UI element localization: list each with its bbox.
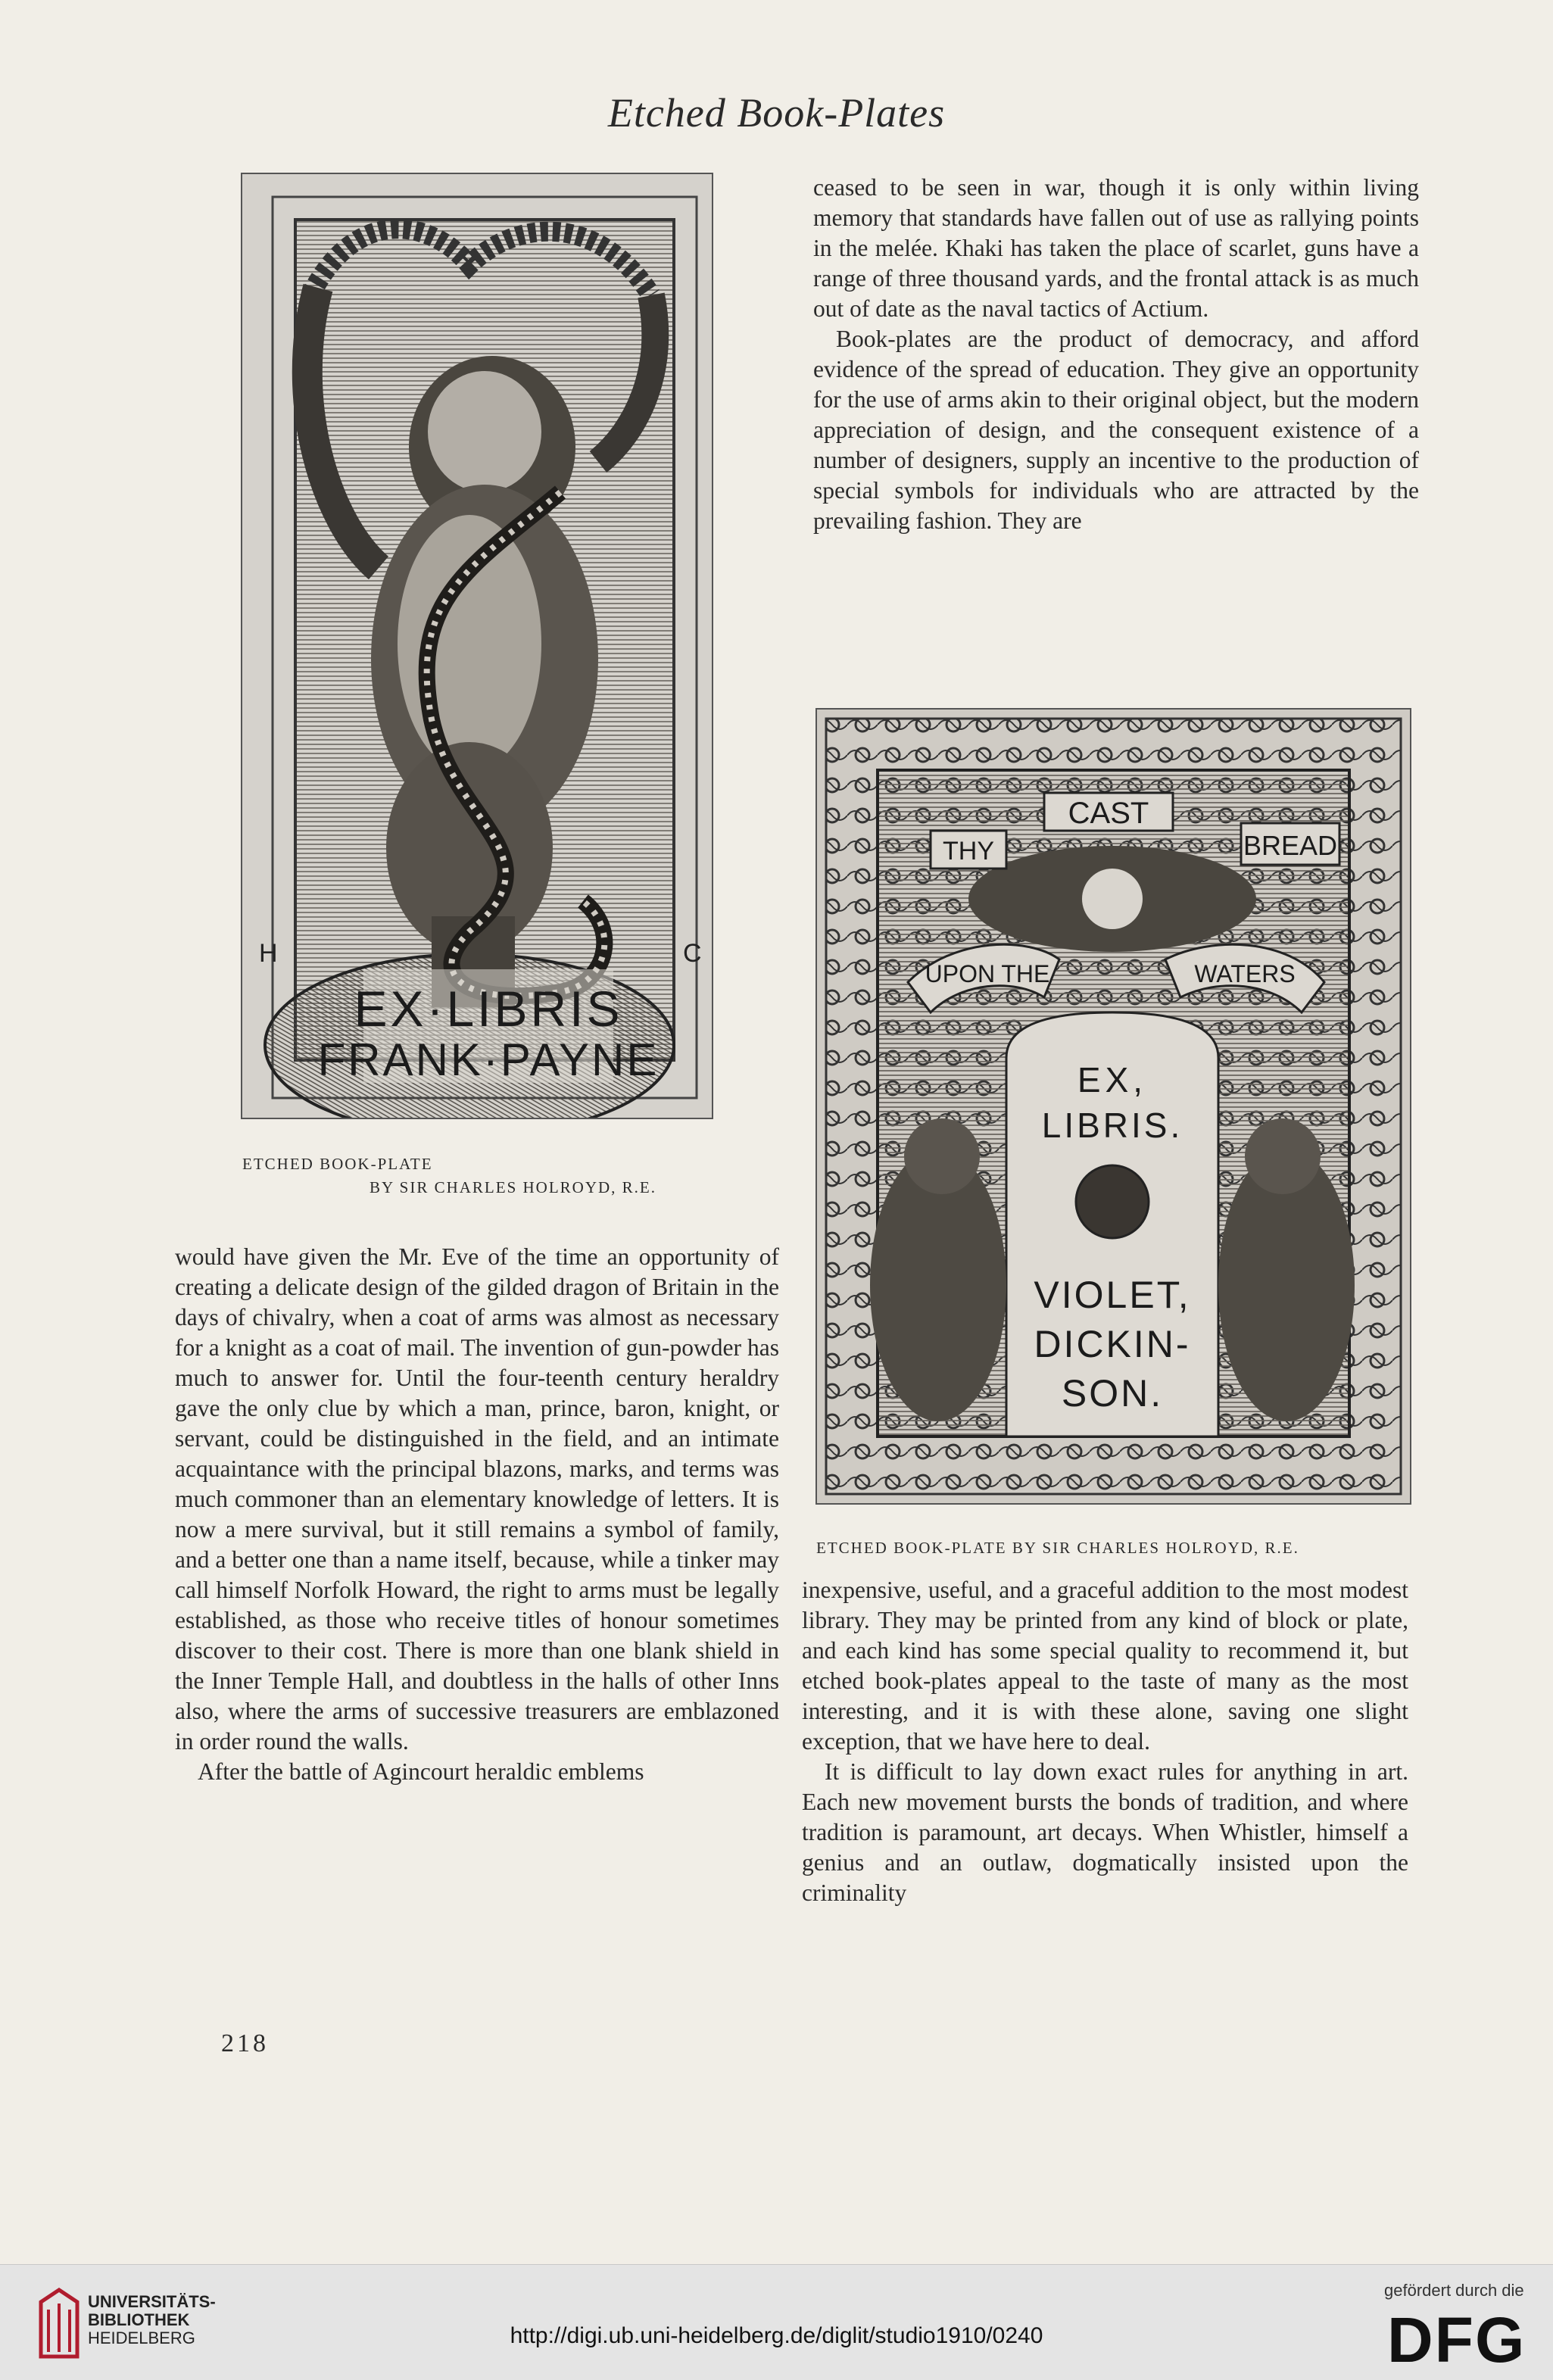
paragraph: would have given the Mr. Eve of the time an opportunity of creating a delicate design of the gilded dragon of Britain in the days of chivalry, when a coat of arms was almost as necessary for a knight as a coat of mail. The invention of gun-powder has much to answer for. Until the four-teenth century heraldry gave the only clue by which a man, prince, baron, knight, or servant, could be distinguished in the field, and an intimate acquaintance with the principal blazons, marks, and terms was much commoner than an elementary knowledge of letters. It is now a mere survival, but it still remains a symbol of family, and a better one than a name itself, because, while a tinker may call himself Norfolk Howard, the right to arms must be legally established, as those who receive titles of honour sometimes discover to their cost. There is more than one blank shield in the Inner Temple Hall, and doubtless in the halls of other Inns also, where the arms of successive treasurers are emblazoned in order round the walls.	[175, 1243, 779, 1755]
monogram-left: H	[259, 939, 278, 968]
banner-waters: WATERS	[1194, 960, 1296, 987]
tablet-ex: EX,	[1077, 1060, 1148, 1100]
library-name-line2: BIBLIOTHEK	[88, 2310, 190, 2329]
library-name-line3: HEIDELBERG	[88, 2329, 195, 2347]
inscription-owner-name: FRANK·PAYNE	[317, 1034, 660, 1085]
banner-cast: CAST	[1068, 797, 1149, 830]
body-text-left-bottom	[175, 1242, 779, 1787]
banner-thy: THY	[943, 837, 994, 866]
right-plate-caption: ETCHED BOOK-PLATE BY SIR CHARLES HOLROYD, R.E.	[816, 1539, 1299, 1557]
tablet-name-violet: VIOLET,	[1034, 1274, 1191, 1316]
paragraph: After the battle of Agincourt heraldic emblems	[198, 1758, 644, 1785]
book-plate-violet-dickinson	[815, 708, 1411, 1505]
left-plate-caption-line1: ETCHED BOOK-PLATE	[242, 1155, 433, 1173]
paragraph: ceased to be seen in war, though it is only within living memory that standards have fallen out of use as rallying points in the melée. Khaki has taken the place of scarlet, guns have a range of three thousand yards, and the frontal attack is as much out of date as the naval tactics of Actium.	[813, 174, 1419, 322]
putto-etching-illustration	[242, 174, 712, 1118]
book-plate-frank-payne	[241, 173, 713, 1119]
inscription-ex-libris: EX·LIBRIS	[354, 981, 623, 1037]
tablet-name-son: SON.	[1061, 1372, 1164, 1415]
body-text-right-bottom	[802, 1575, 1408, 1908]
running-head: Etched Book-Plates	[607, 90, 946, 136]
paragraph: Book-plates are the product of democracy, and afford evidence of the spread of education. They give an opportunity for the use of arms akin to their original object, but the modern appreciation of design, and the consequent existence of a number of designers, supply an incentive to the production of special symbols for individuals who are attracted by the prevailing fashion. They are	[813, 326, 1419, 534]
funding-note: gefördert durch die	[1384, 2281, 1524, 2300]
page-number: 218	[221, 2029, 269, 2057]
monogram-right: C	[683, 939, 702, 968]
library-name-line1: UNIVERSITÄTS-	[88, 2292, 216, 2311]
body-text-right-top	[813, 173, 1419, 536]
cherubs-etching-illustration	[817, 710, 1410, 1503]
paragraph: inexpensive, useful, and a graceful addition to the most modest library. They may be printed from any kind of block or plate, and each kind has some special quality to recommend it, but etched book-plates appeal to the taste of many as the most interesting, and it is with these alone, saving one slight exception, that we have here to deal.	[802, 1577, 1408, 1755]
paragraph: It is difficult to lay down exact rules for anything in art. Each new movement bursts the bonds of tradition, and where tradition is paramount, art decays. When Whistler, himself a genius and an outlaw, dogmatically insisted upon the criminality	[802, 1758, 1408, 1906]
permalink-url[interactable]: http://digi.ub.uni-heidelberg.de/diglit/studio1910/0240	[510, 2323, 1043, 2348]
banner-bread: BREAD	[1243, 830, 1338, 861]
left-plate-caption-line2: BY SIR CHARLES HOLROYD, R.E.	[370, 1178, 656, 1196]
tablet-libris: LIBRIS.	[1041, 1106, 1183, 1145]
dfg-logo: DFG	[1387, 2304, 1526, 2375]
digitization-footer	[0, 2264, 1553, 2380]
banner-upon-the: UPON THE	[925, 960, 1050, 987]
tablet-name-dickin: DICKIN-	[1034, 1323, 1191, 1365]
